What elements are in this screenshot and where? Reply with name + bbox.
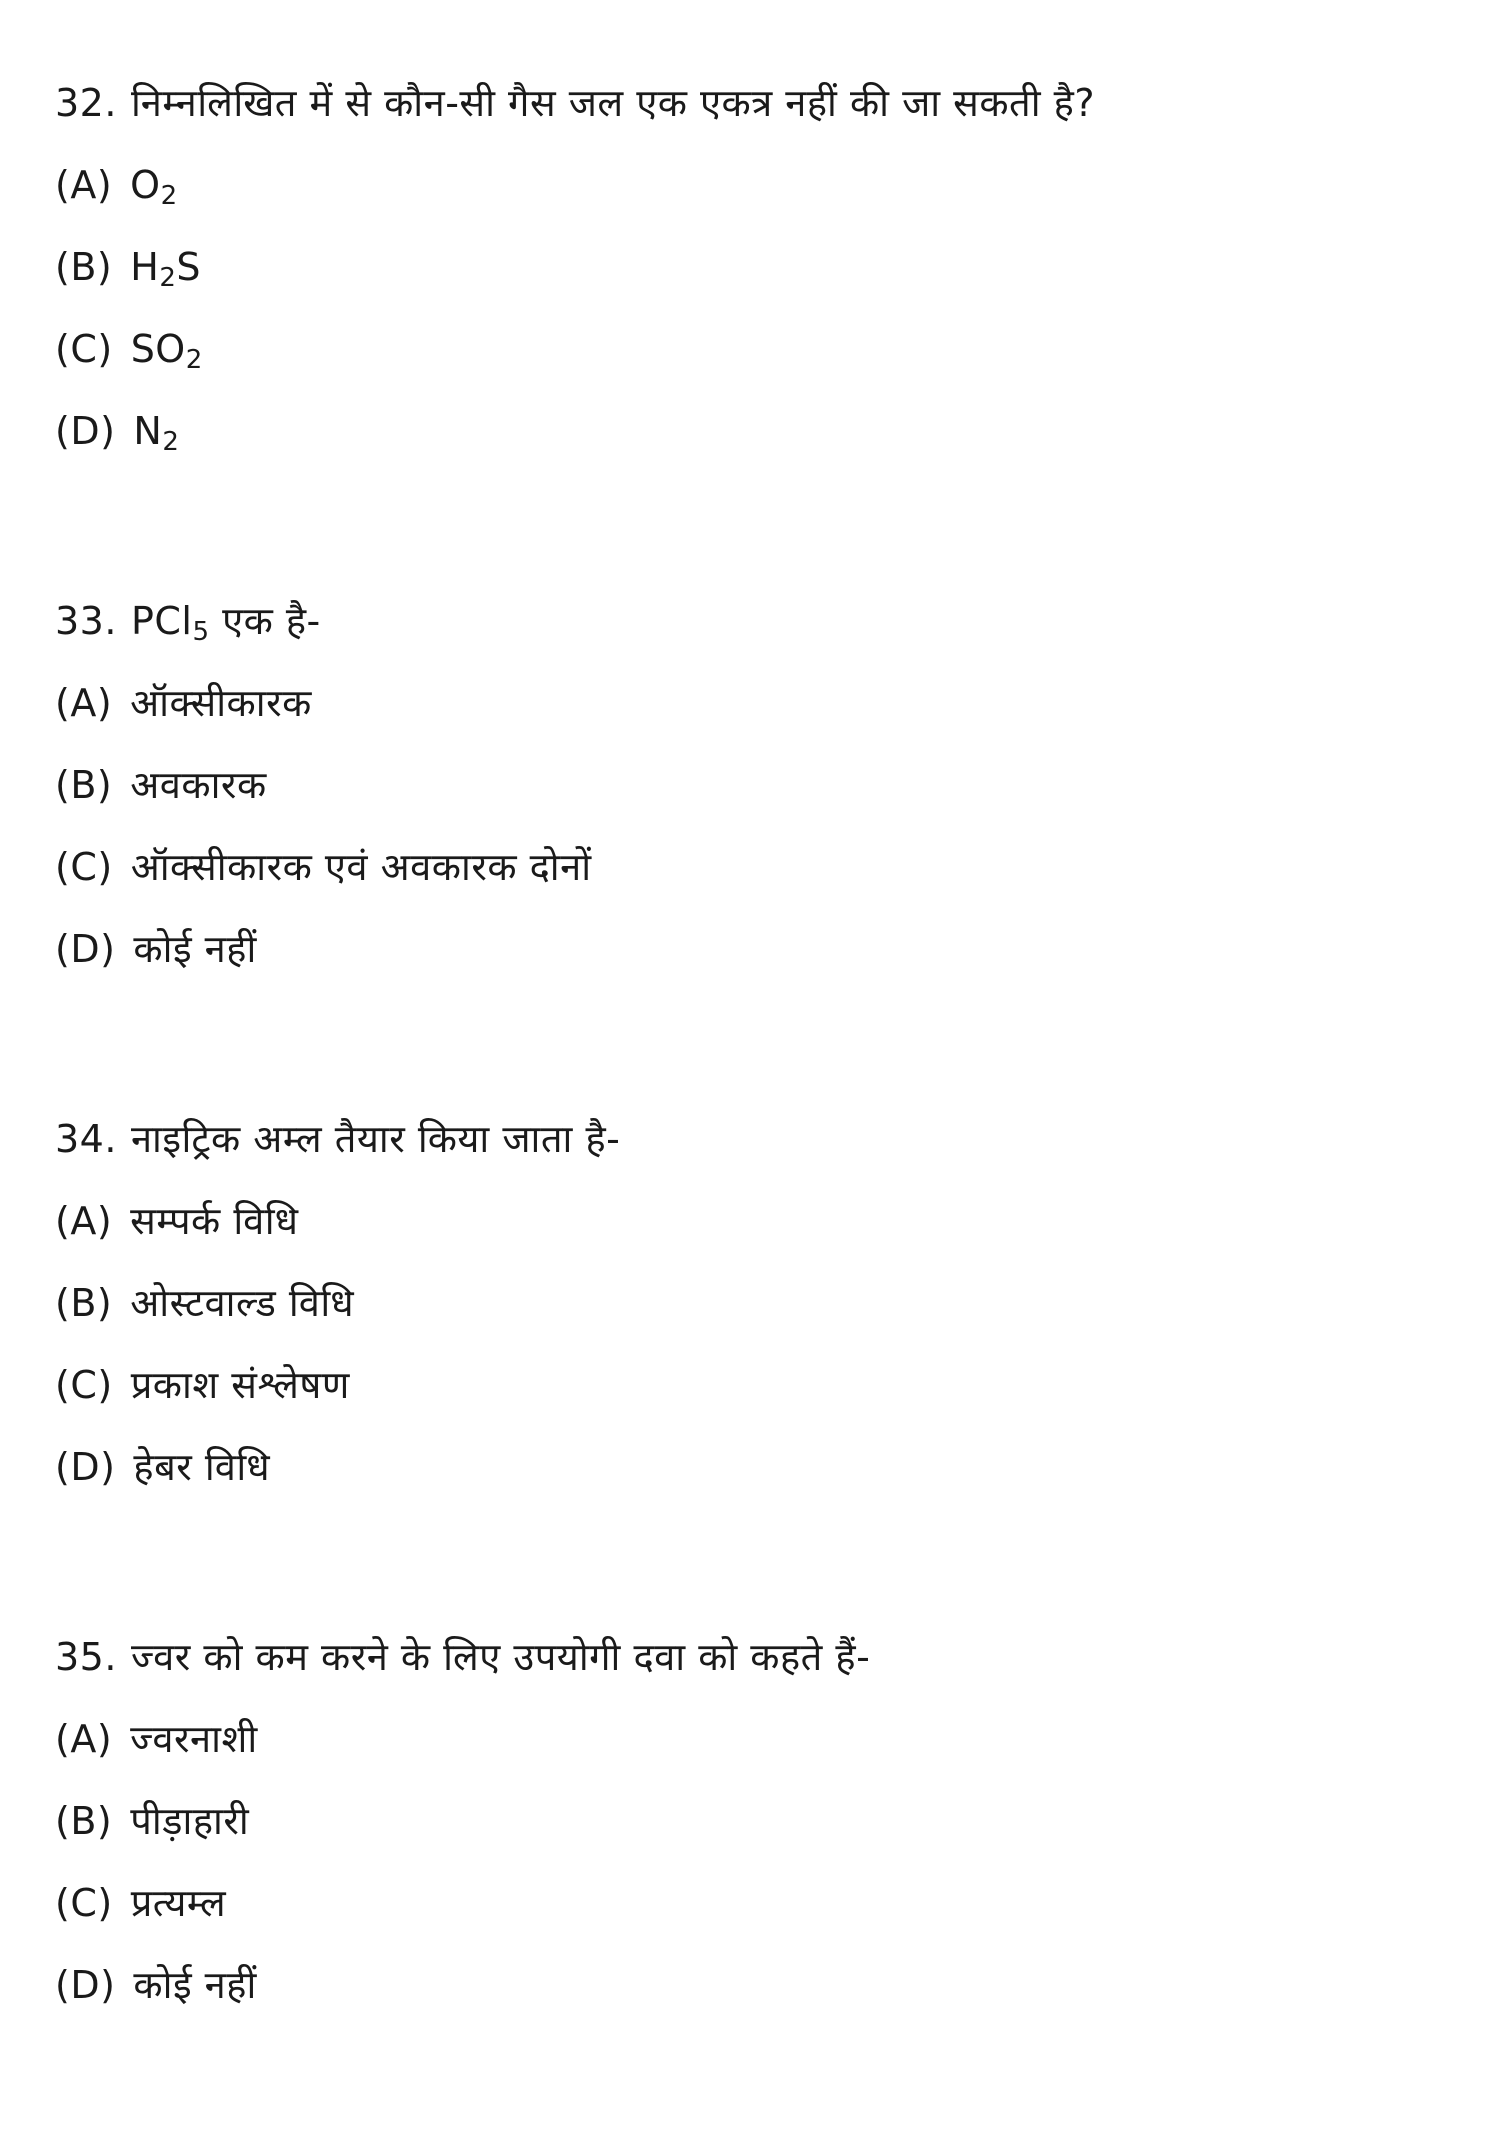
question-text: PCl$_5$ एक है- xyxy=(130,599,321,647)
option-c[interactable] xyxy=(55,1344,1455,1426)
question-number: 35. xyxy=(55,1635,117,1679)
option-label: (D) xyxy=(55,409,116,453)
option-b[interactable] xyxy=(55,226,1455,308)
option-text: ज्वरनाशी xyxy=(130,1717,258,1761)
question-text: नाइट्रिक अम्ल तैयार किया जाता है- xyxy=(130,1117,621,1161)
option-text: प्रकाश संश्लेषण xyxy=(130,1363,350,1407)
option-label: (C) xyxy=(55,1363,113,1407)
option-label: (B) xyxy=(55,1799,113,1843)
option-a[interactable] xyxy=(55,1698,1455,1780)
option-a[interactable] xyxy=(55,1180,1455,1262)
option-a[interactable] xyxy=(55,662,1455,744)
question-page xyxy=(55,62,1455,2134)
option-label: (C) xyxy=(55,845,113,889)
option-text: $N_2$ xyxy=(133,409,180,457)
option-a[interactable] xyxy=(55,144,1455,226)
option-text: पीड़ाहारी xyxy=(130,1799,250,1843)
option-label: (D) xyxy=(55,927,116,971)
question-number: 33. xyxy=(55,599,117,643)
option-c[interactable] xyxy=(55,308,1455,390)
option-d[interactable] xyxy=(55,908,1455,990)
option-d[interactable] xyxy=(55,1944,1455,2026)
option-c[interactable] xyxy=(55,826,1455,908)
option-label: (C) xyxy=(55,327,113,371)
option-b[interactable] xyxy=(55,1262,1455,1344)
option-text: ऑक्सीकारक एवं अवकारक दोनों xyxy=(130,845,592,889)
question-stem xyxy=(55,1616,1455,1698)
option-text: हेबर विधि xyxy=(133,1445,271,1489)
option-d[interactable] xyxy=(55,1426,1455,1508)
question-stem xyxy=(55,580,1455,662)
question-text: ज्वर को कम करने के लिए उपयोगी दवा को कहते हैं- xyxy=(130,1635,871,1679)
option-text: ओस्टवाल्ड विधि xyxy=(130,1281,355,1325)
option-c[interactable] xyxy=(55,1862,1455,1944)
option-label: (A) xyxy=(55,163,113,207)
question-number: 34. xyxy=(55,1117,117,1161)
option-label: (B) xyxy=(55,245,113,289)
option-label: (A) xyxy=(55,1199,113,1243)
option-label: (A) xyxy=(55,1717,113,1761)
question-text: निम्नलिखित में से कौन-सी गैस जल एक एकत्र नहीं की जा सकती है? xyxy=(130,81,1095,125)
option-b[interactable] xyxy=(55,744,1455,826)
option-text: $SO_2$ xyxy=(130,327,203,375)
option-text: कोई नहीं xyxy=(133,927,257,971)
option-b[interactable] xyxy=(55,1780,1455,1862)
option-label: (D) xyxy=(55,1445,116,1489)
question-number: 32. xyxy=(55,81,117,125)
option-text: $H_2S$ xyxy=(130,245,201,293)
option-text: $O_2$ xyxy=(130,163,178,211)
option-d[interactable] xyxy=(55,390,1455,472)
question-35 xyxy=(55,1616,1455,2026)
option-text: प्रत्यम्ल xyxy=(130,1881,227,1925)
question-34 xyxy=(55,1098,1455,1508)
question-stem xyxy=(55,1098,1455,1180)
question-33 xyxy=(55,580,1455,990)
option-text: ऑक्सीकारक xyxy=(130,681,312,725)
option-text: सम्पर्क विधि xyxy=(130,1199,299,1243)
option-label: (A) xyxy=(55,681,113,725)
question-32 xyxy=(55,62,1455,472)
option-label: (D) xyxy=(55,1963,116,2007)
option-text: कोई नहीं xyxy=(133,1963,257,2007)
option-label: (B) xyxy=(55,763,113,807)
option-label: (B) xyxy=(55,1281,113,1325)
option-label: (C) xyxy=(55,1881,113,1925)
option-text: अवकारक xyxy=(130,763,267,807)
question-stem xyxy=(55,62,1455,144)
